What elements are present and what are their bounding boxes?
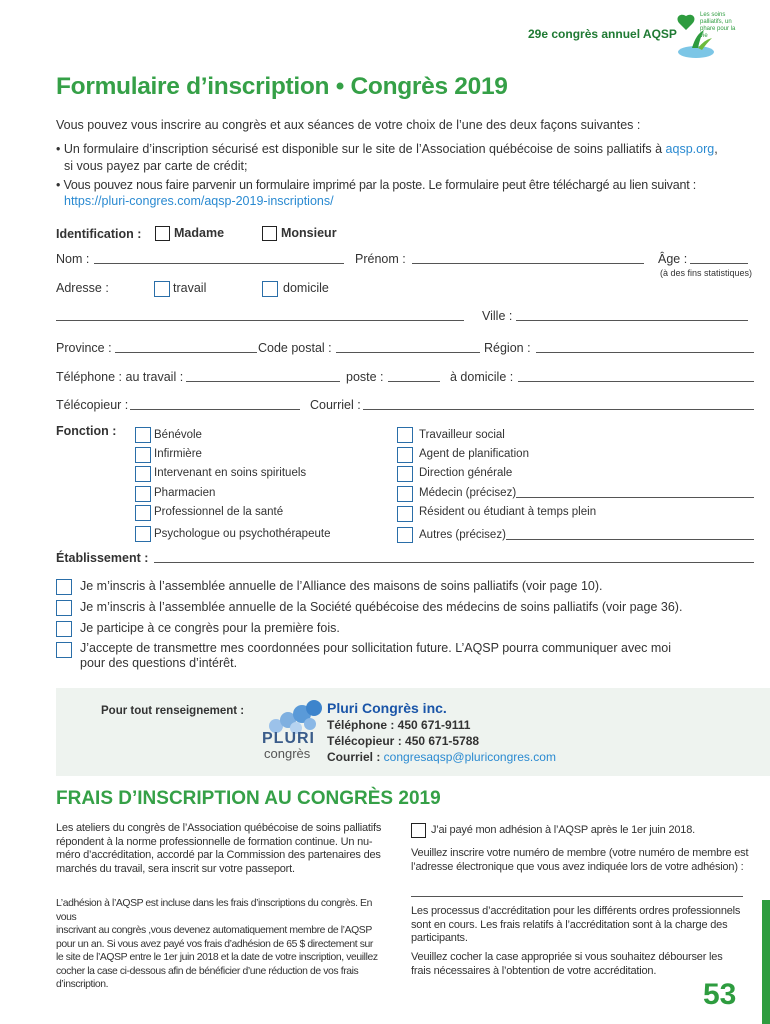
- code-postal-field[interactable]: [336, 352, 480, 353]
- monsieur-checkbox[interactable]: [262, 226, 277, 241]
- medecin-precisez-field[interactable]: [516, 497, 754, 498]
- side-accent-bar: [762, 900, 770, 1024]
- fonction-right-0: Travailleur social: [419, 429, 505, 441]
- company-name: Pluri Congrès inc.: [327, 700, 447, 716]
- travailleur-social-checkbox[interactable]: [397, 427, 413, 443]
- fees-left-p1-line: marchés du travail, sera inscrit sur votre passeport.: [56, 862, 295, 875]
- psychologue-checkbox[interactable]: [135, 526, 151, 542]
- premiere-fois-checkbox[interactable]: [56, 621, 72, 637]
- autres-checkbox[interactable]: [397, 527, 413, 543]
- fonction-left-1: Infirmière: [154, 448, 202, 460]
- infirmiere-checkbox[interactable]: [135, 447, 151, 463]
- domicile-label: domicile: [283, 281, 329, 295]
- membre-field[interactable]: [411, 896, 743, 897]
- contact-fax: Télécopieur : 450 671-5788: [327, 734, 480, 748]
- courriel-field[interactable]: [363, 409, 754, 410]
- resident-checkbox[interactable]: [397, 506, 413, 522]
- bullet-online-cont: si vous payez par carte de crédit;: [64, 159, 248, 173]
- ville-label: Ville :: [482, 309, 513, 323]
- logo-text: Les soins palliatifs, un phare pour la vie: [700, 12, 736, 39]
- fonction-right-3: Médecin (précisez): [419, 487, 517, 499]
- adresse-label: Adresse :: [56, 281, 109, 295]
- adresse-field[interactable]: [56, 320, 464, 321]
- code-postal-label: Code postal :: [258, 341, 332, 355]
- page-number: 53: [703, 978, 737, 1011]
- prenom-field[interactable]: [412, 263, 644, 264]
- nom-field[interactable]: [94, 263, 344, 264]
- fonction-right-1: Agent de planification: [419, 448, 529, 460]
- monsieur-label: Monsieur: [281, 226, 337, 240]
- fees-right-p1-line: l’adresse électronique que vous avez indiquée lors de votre adhésion) :: [411, 860, 744, 873]
- fees-right-p3-line: frais nécessaires à l’obtention de votre accréditation.: [411, 964, 657, 977]
- fonction-left-3: Pharmacien: [154, 487, 216, 499]
- fonction-right-5: Autres (précisez): [419, 529, 506, 541]
- fees-right-p2: [411, 905, 756, 946]
- option-coordonnees: J’accepte de transmettre mes coordonnées pour sollicitation future. L’AQSP pourra communiquer avec moi: [80, 641, 672, 655]
- fees-left-p2-line: d’inscription.: [56, 979, 109, 990]
- fees-left-p2: [56, 897, 391, 992]
- societe-checkbox[interactable]: [56, 600, 72, 616]
- fonction-left-4: Professionnel de la santé: [154, 506, 284, 518]
- fees-right-p2-line: Les processus d’accréditation pour les différents ordres professionnels: [411, 905, 741, 917]
- fees-left-p1-line: répondent à la norme professionnelle de formation continue. Un nu-: [56, 835, 373, 848]
- bullet-online-comma: ,: [714, 142, 718, 156]
- fees-left-p1-line: Les ateliers du congrès de l’Association québécoise de soins palliatifs: [56, 822, 382, 834]
- fees-left-p2-line: le site de l’AQSP entre le 1er juin 2018 et la date de votre inscription, veuillez: [56, 952, 378, 963]
- fees-left-p2-line: cocher la case ci-dessous afin de bénéficier d’une réduction de vos frais: [56, 965, 359, 977]
- prenom-label: Prénom :: [355, 252, 406, 266]
- fees-left-p2-line: pour un an. Si vous avez payé vos frais d’adhésion de 65 $ directement sur: [56, 938, 373, 950]
- ville-field[interactable]: [516, 320, 748, 321]
- pharmacien-checkbox[interactable]: [135, 486, 151, 502]
- contact-email-link[interactable]: congresaqsp@pluricongres.com: [383, 750, 556, 764]
- option-societe: Je m’inscris à l’assemblée annuelle de la Société québécoise des médecins de soins palliatifs (voir page 36).: [80, 600, 683, 614]
- aqsp-link[interactable]: aqsp.org: [665, 142, 715, 156]
- intro-text: Vous pouvez vous inscrire au congrès et aux séances de votre choix de l’une des deux façons suivantes :: [56, 118, 641, 132]
- pluri-logo-word: PLURI: [262, 730, 315, 747]
- intervenant-checkbox[interactable]: [135, 466, 151, 482]
- fees-right-p1-line: Veuillez inscrire votre numéro de membre (votre numéro de membre est: [411, 847, 749, 859]
- etablissement-field[interactable]: [154, 562, 754, 563]
- fees-left-p1: [56, 822, 391, 876]
- madame-label: Madame: [174, 226, 225, 240]
- telecopieur-field[interactable]: [130, 409, 300, 410]
- domicile-checkbox[interactable]: [262, 281, 278, 297]
- congress-label: 29e congrès annuel AQSP: [528, 27, 677, 41]
- pluri-logo-sub: congrès: [264, 746, 311, 761]
- coordonnees-checkbox[interactable]: [56, 642, 72, 658]
- travail-label: travail: [173, 281, 207, 295]
- age-label: Âge :: [658, 252, 688, 266]
- madame-checkbox[interactable]: [155, 226, 170, 241]
- fees-right-p3: [411, 951, 756, 978]
- medecin-checkbox[interactable]: [397, 486, 413, 502]
- professionnel-checkbox[interactable]: [135, 505, 151, 521]
- adhesion-checkbox[interactable]: [411, 823, 426, 838]
- fees-right-p2-line: sont en cours. Les frais relatifs à l’accréditation sont à la charge des: [411, 918, 728, 931]
- age-field[interactable]: [690, 263, 748, 264]
- pluri-link[interactable]: https://pluri-congres.com/aqsp-2019-inscriptions/: [64, 194, 334, 208]
- travail-checkbox[interactable]: [154, 281, 170, 297]
- fonction-right-4: Résident ou étudiant à temps plein: [419, 506, 597, 518]
- poste-label: poste :: [346, 370, 384, 384]
- fees-right-p2-line: participants.: [411, 932, 468, 944]
- direction-checkbox[interactable]: [397, 466, 413, 482]
- fees-right-p1: [411, 847, 756, 874]
- fonction-label: Fonction :: [56, 424, 117, 438]
- fees-left-p2-line: L’adhésion à l’AQSP est incluse dans les frais d’inscriptions du congrès. En vous: [56, 898, 372, 923]
- agent-checkbox[interactable]: [397, 447, 413, 463]
- fonction-right-2: Direction générale: [419, 467, 513, 479]
- alliance-checkbox[interactable]: [56, 579, 72, 595]
- fonction-left-5: Psychologue ou psychothérapeute: [154, 528, 331, 540]
- telecopieur-label: Télécopieur :: [56, 398, 129, 412]
- nom-label: Nom :: [56, 252, 90, 266]
- adhesion-label: J’ai payé mon adhésion à l’AQSP après le 1er juin 2018.: [431, 824, 695, 836]
- contact-label: Pour tout renseignement :: [101, 705, 245, 717]
- form-title: Formulaire d’inscription • Congrès 2019: [56, 73, 508, 100]
- fees-left-p1-line: méro d’accréditation, accordé par la Commission des partenaires des: [56, 849, 381, 861]
- option-alliance: Je m’inscris à l’assemblée annuelle de l’Alliance des maisons de soins palliatifs (voir page 10).: [80, 579, 603, 593]
- contact-email-label: Courriel :: [327, 750, 384, 764]
- contact-phone: Téléphone : 450 671-9111: [327, 718, 471, 732]
- contact-email-row: [327, 750, 556, 764]
- option-coordonnees-cont: pour des questions d’intérêt.: [80, 656, 238, 670]
- bullet-online: [56, 142, 718, 156]
- age-note: (à des fins statistiques): [660, 268, 753, 278]
- region-label: Région :: [484, 341, 531, 355]
- bullet-mail: • Vous pouvez nous faire parvenir un formulaire imprimé par la poste. Le formulaire peut être téléchargé au lien suivant :: [56, 178, 697, 192]
- province-field[interactable]: [115, 352, 257, 353]
- option-premiere-fois: Je participe à ce congrès pour la première fois.: [80, 621, 340, 635]
- identification-label: Identification :: [56, 227, 142, 241]
- fees-title: FRAIS D’INSCRIPTION AU CONGRÈS 2019: [56, 788, 441, 809]
- province-label: Province :: [56, 341, 112, 355]
- fees-left-p2-line: inscrivant au congrès ,vous devenez automatiquement membre de l’AQSP: [56, 925, 372, 936]
- a-domicile-label: à domicile :: [450, 370, 514, 384]
- fonction-left-0: Bénévole: [154, 429, 202, 441]
- region-field[interactable]: [536, 352, 754, 353]
- etablissement-label: Établissement :: [56, 551, 149, 565]
- poste-field[interactable]: [388, 381, 440, 382]
- benevole-checkbox[interactable]: [135, 427, 151, 443]
- fonction-left-2: Intervenant en soins spirituels: [154, 467, 307, 479]
- tel-travail-field[interactable]: [186, 381, 340, 382]
- courriel-label: Courriel :: [310, 398, 361, 412]
- tel-domicile-field[interactable]: [518, 381, 754, 382]
- autres-precisez-field[interactable]: [506, 539, 754, 540]
- tel-travail-label: Téléphone : au travail :: [56, 370, 184, 384]
- bullet-online-text: • Un formulaire d’inscription sécurisé est disponible sur le site de l’Association québécoise de soins palliatifs à: [56, 142, 666, 156]
- fees-right-p3-line: Veuillez cocher la case appropriée si vous souhaitez débourser les: [411, 951, 723, 963]
